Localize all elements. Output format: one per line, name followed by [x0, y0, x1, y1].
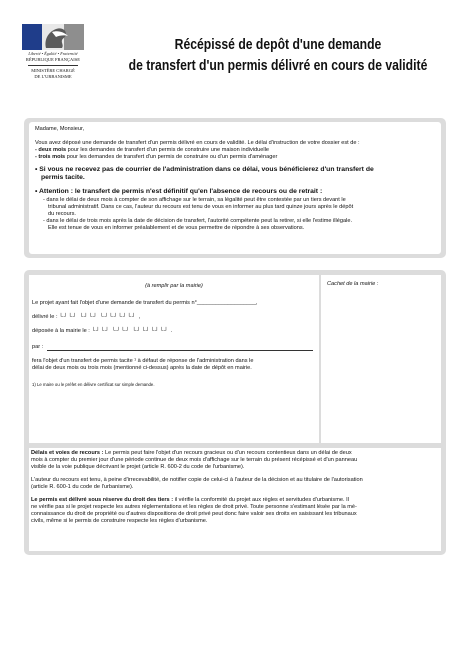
recours-line1: - dans le délai de deux mois à compter de son affichage sur le terrain, sa légalité peut être contestée par un tiers devant le	[43, 197, 346, 203]
devise-text: Liberté • Égalité • Fraternité	[28, 51, 78, 56]
delais-line3: visible de la voie publique décrivant le projet (article R. 600-2 du code de l'urbanisme).	[31, 464, 245, 470]
delay-item-2: - trois mois pour les demandes de transfert d'un permis de construire ou d'un permis d'aménager	[35, 154, 278, 160]
tacit-line1: fera l'objet d'un transfert de permis tacite ¹ à défaut de réponse de l'administration dans le	[32, 358, 254, 364]
republique-francaise-logo	[22, 24, 84, 79]
permis-number-line[interactable]: Le projet ayant fait l'objet d'une demande de transfert du permis n°___________________,	[32, 300, 258, 306]
title-line1: Récépissé de depôt d'une demande	[174, 37, 382, 53]
permis-line4: civils, même si le permis de construire respecte les règles d'urbanisme.	[31, 518, 208, 524]
mairie-form	[29, 275, 319, 443]
footnote: 1) Le maire ou le préfet en délivre certificat sur simple demande.	[32, 382, 155, 387]
recours-line2: tribunal administratif. Dans ce cas, l'auteur du recours est tenu de vous en informer au plus tard quinze jours après le dépôt	[48, 204, 354, 210]
par-input-line[interactable]	[47, 350, 313, 351]
form-header: (à remplir par la mairie)	[145, 283, 203, 289]
permis-line3: connaissance du droit de propriété ou d'autres dispositions de droit privé peut donc faire valoir ses droits en saisissant les tribunaux	[31, 511, 357, 517]
marianne-icon	[22, 24, 84, 50]
notice-section	[24, 118, 446, 258]
permis-line2: ne vérifie pas si le projet respecte les autres réglementations et les règles de droit privé. Toute personne s'estimant lésée par la mé-	[31, 504, 357, 510]
tacit-bullet-line1: • Si vous ne recevez pas de courrier de l'administration dans ce délai, vous bénéficierez d'un transfert de	[35, 166, 374, 173]
page-title	[128, 35, 427, 77]
cachet-label: Cachet de la mairie :	[327, 281, 379, 287]
republique-text: RÉPUBLIQUE FRANÇAISE	[25, 57, 81, 62]
auteur-line1: L'auteur du recours est tenu, à peine d'irrecevabilité, de notifier copie de celui-ci à l'auteur de la décision et au titulaire de l'autorisation	[31, 477, 363, 483]
greeting: Madame, Monsieur,	[35, 126, 85, 132]
logo-divider	[28, 65, 78, 66]
cachet-box	[321, 275, 441, 443]
auteur-line2: (article R. 600-1 du code de l'urbanisme).	[31, 484, 134, 490]
mairie-section	[24, 270, 446, 555]
delais-line1: Délais et voies de recours : Le permis peut faire l'objet d'un recours gracieux ou d'un recours contentieux dans un délai de deux	[31, 450, 352, 456]
delay-item-1: - deux mois pour les demandes de transfert d'un permis de construire une maison individuelle	[35, 147, 269, 153]
recours-line3: du recours.	[48, 211, 76, 217]
intro-text: Vous avez déposé une demande de transfert d'un permis délivré en cours de validité. Le délai d'instruction de votre dossier est de :	[35, 140, 360, 146]
depot-date-field[interactable]: déposée à la mairie le : └┘└┘ └┘└┘ └┘└┘└┘└┘ .	[32, 328, 174, 334]
delais-line2: mois à compter du premier jour d'une période continue de deux mois d'affichage sur le terrain du présent récépissé et d'un panneau	[31, 457, 358, 463]
ministere-line1: MINISTÈRE CHARGÉ	[31, 68, 75, 73]
retrait-line2: Elle est tenue de vous en informer préalablement et de vous permettre de répondre à ses observations.	[48, 225, 305, 231]
tacit-line2: délai de deux mois ou trois mois (mentionné ci-dessus) après la date de dépôt en mairie.	[32, 365, 252, 371]
par-label: par :	[32, 344, 44, 350]
attention-bullet: • Attention : le transfert de permis n'est définitif qu'en l'absence de recours ou de retrait :	[35, 188, 323, 195]
legal-info-box	[29, 448, 441, 551]
notice-content	[29, 122, 441, 254]
delivre-date-field[interactable]: délivré le : └┘└┘ └┘└┘ └┘└┘└┘└┘ ,	[32, 314, 141, 320]
title-line2: de transfert d'un permis délivré en cours de validité	[128, 58, 428, 74]
permis-line1: Le permis est délivré sous réserve du droit des tiers : il vérifie la conformité du projet aux règles et servitudes d'urbanisme. Il	[31, 497, 349, 503]
tacit-bullet-line2: permis tacite.	[41, 174, 85, 181]
retrait-line1: - dans le délai de trois mois après la date de décision de transfert, l'autorité compétente peut la retirer, si elle l'estime illégale.	[43, 218, 353, 224]
ministere-line2: DE L'URBANISME	[34, 73, 72, 79]
